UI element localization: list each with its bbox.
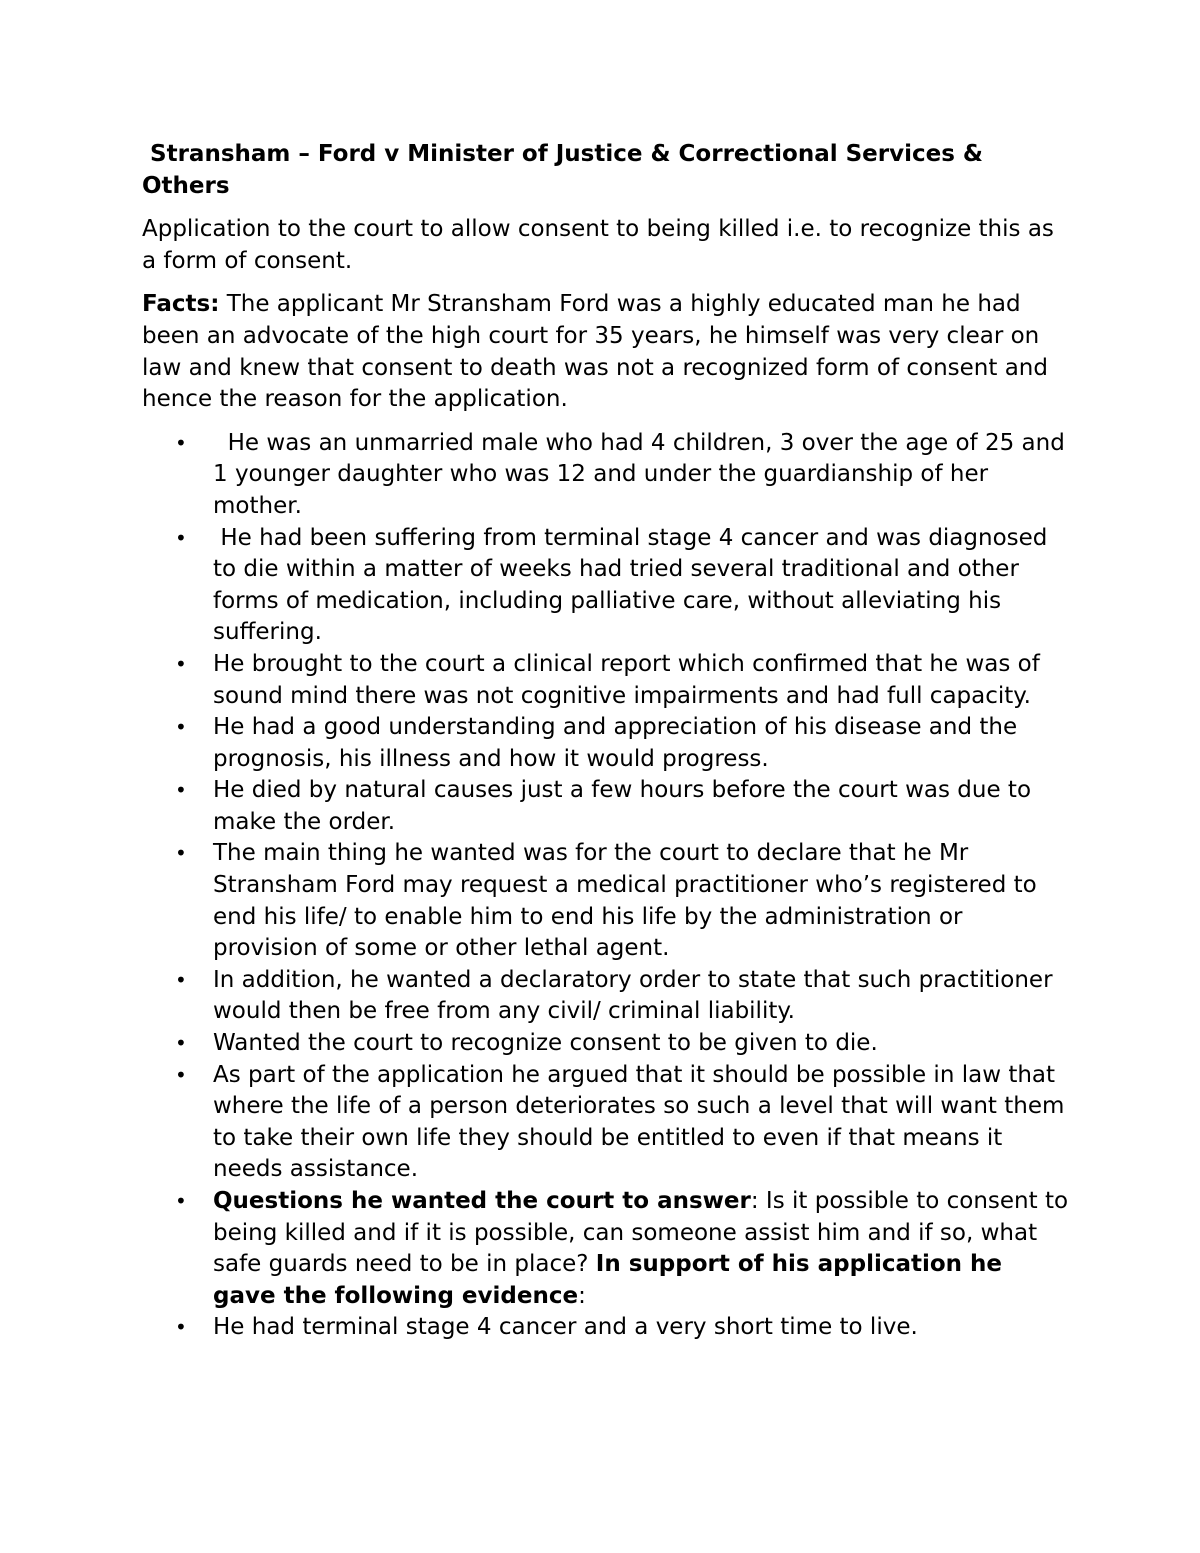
list-item — [142, 523, 1072, 649]
intro-paragraph: Application to the court to allow consent to being killed i.e. to recognize this as a form of consent. — [142, 216, 1054, 274]
bullet-icon: • — [175, 715, 187, 740]
bullet-icon: • — [175, 525, 187, 550]
facts-paragraph — [142, 289, 1072, 415]
bullet-icon: • — [175, 841, 187, 866]
list-item — [142, 428, 1072, 523]
evidence-colon: : — [578, 1282, 586, 1309]
list-item — [142, 649, 1072, 712]
list-item-text: He had a good understanding and appreciation of his disease and the prognosis, his illness and how it would progress. — [213, 714, 1025, 772]
bullet-icon: • — [175, 1062, 187, 1087]
list-item — [142, 1060, 1072, 1186]
list-item-text: The main thing he wanted was for the court to declare that he Mr Stransham Ford may request a medical practitioner who’s registered to end his life/ to enable him to end his life by the administration or provision of some or other lethal agent. — [213, 840, 1045, 962]
case-title: Stransham – Ford v Minister of Justice & Correctional Services & Others — [142, 141, 992, 199]
list-item-text: He had terminal stage 4 cancer and a very short time to live. — [213, 1314, 918, 1341]
facts-label: Facts: — [142, 291, 220, 318]
bullet-icon: • — [175, 1315, 187, 1340]
facts-bullet-list — [142, 428, 1076, 1344]
bullet-icon: • — [175, 651, 187, 676]
evidence-label: In support of his application he gave the following evidence — [213, 1251, 1011, 1309]
list-item — [142, 1312, 1072, 1344]
bullet-icon: • — [175, 1031, 187, 1056]
facts-text: The applicant Mr Stransham Ford was a highly educated man he had been an advocate of the high court for 35 years, he himself was very clear on law and knew that consent to death was not a recognized form of consent and hence the reason for the application. — [142, 291, 1048, 413]
list-item-text: In addition, he wanted a declaratory order to state that such practitioner would then be free from any civil/ criminal liability. — [213, 966, 1060, 1025]
list-item — [142, 838, 1072, 964]
document-body — [142, 139, 1076, 1344]
bullet-icon: • — [175, 778, 187, 803]
questions-text: : Is it possible to consent to being killed and if it is possible, can someone assist him and if so, what safe guards need to be in place? — [213, 1188, 1076, 1278]
list-item — [142, 775, 1072, 838]
list-item-text: He brought to the court a clinical report which confirmed that he was of sound mind there was not cognitive impairments and had full capacity. — [213, 650, 1048, 709]
list-item — [142, 1028, 1072, 1060]
list-item-text: He had been suffering from terminal stage 4 cancer and was diagnosed to die within a matter of weeks had tried several traditional and other forms of medication, including palliative care, without alleviating his suffering. — [213, 524, 1055, 646]
list-item-text: As part of the application he argued that it should be possible in law that where the life of a person deteriorates so such a level that will want them to take their own life they should be entitled to even if that means it needs assistance. — [213, 1061, 1072, 1183]
list-item — [142, 965, 1072, 1028]
list-item — [142, 712, 1072, 775]
list-item-questions — [142, 1186, 1076, 1312]
list-item-text: Wanted the court to recognize consent to be given to die. — [213, 1030, 878, 1057]
list-item-text: He died by natural causes just a few hours before the court was due to make the order. — [213, 777, 1039, 835]
bullet-icon: • — [175, 967, 187, 992]
bullet-icon: • — [175, 1189, 187, 1213]
bullet-icon: • — [175, 430, 187, 455]
list-item-text: He was an unmarried male who had 4 children, 3 over the age of 25 and 1 younger daughter who was 12 and under the guardianship of her mother. — [213, 429, 1073, 519]
questions-label: Questions he wanted the court to answer — [213, 1188, 751, 1214]
